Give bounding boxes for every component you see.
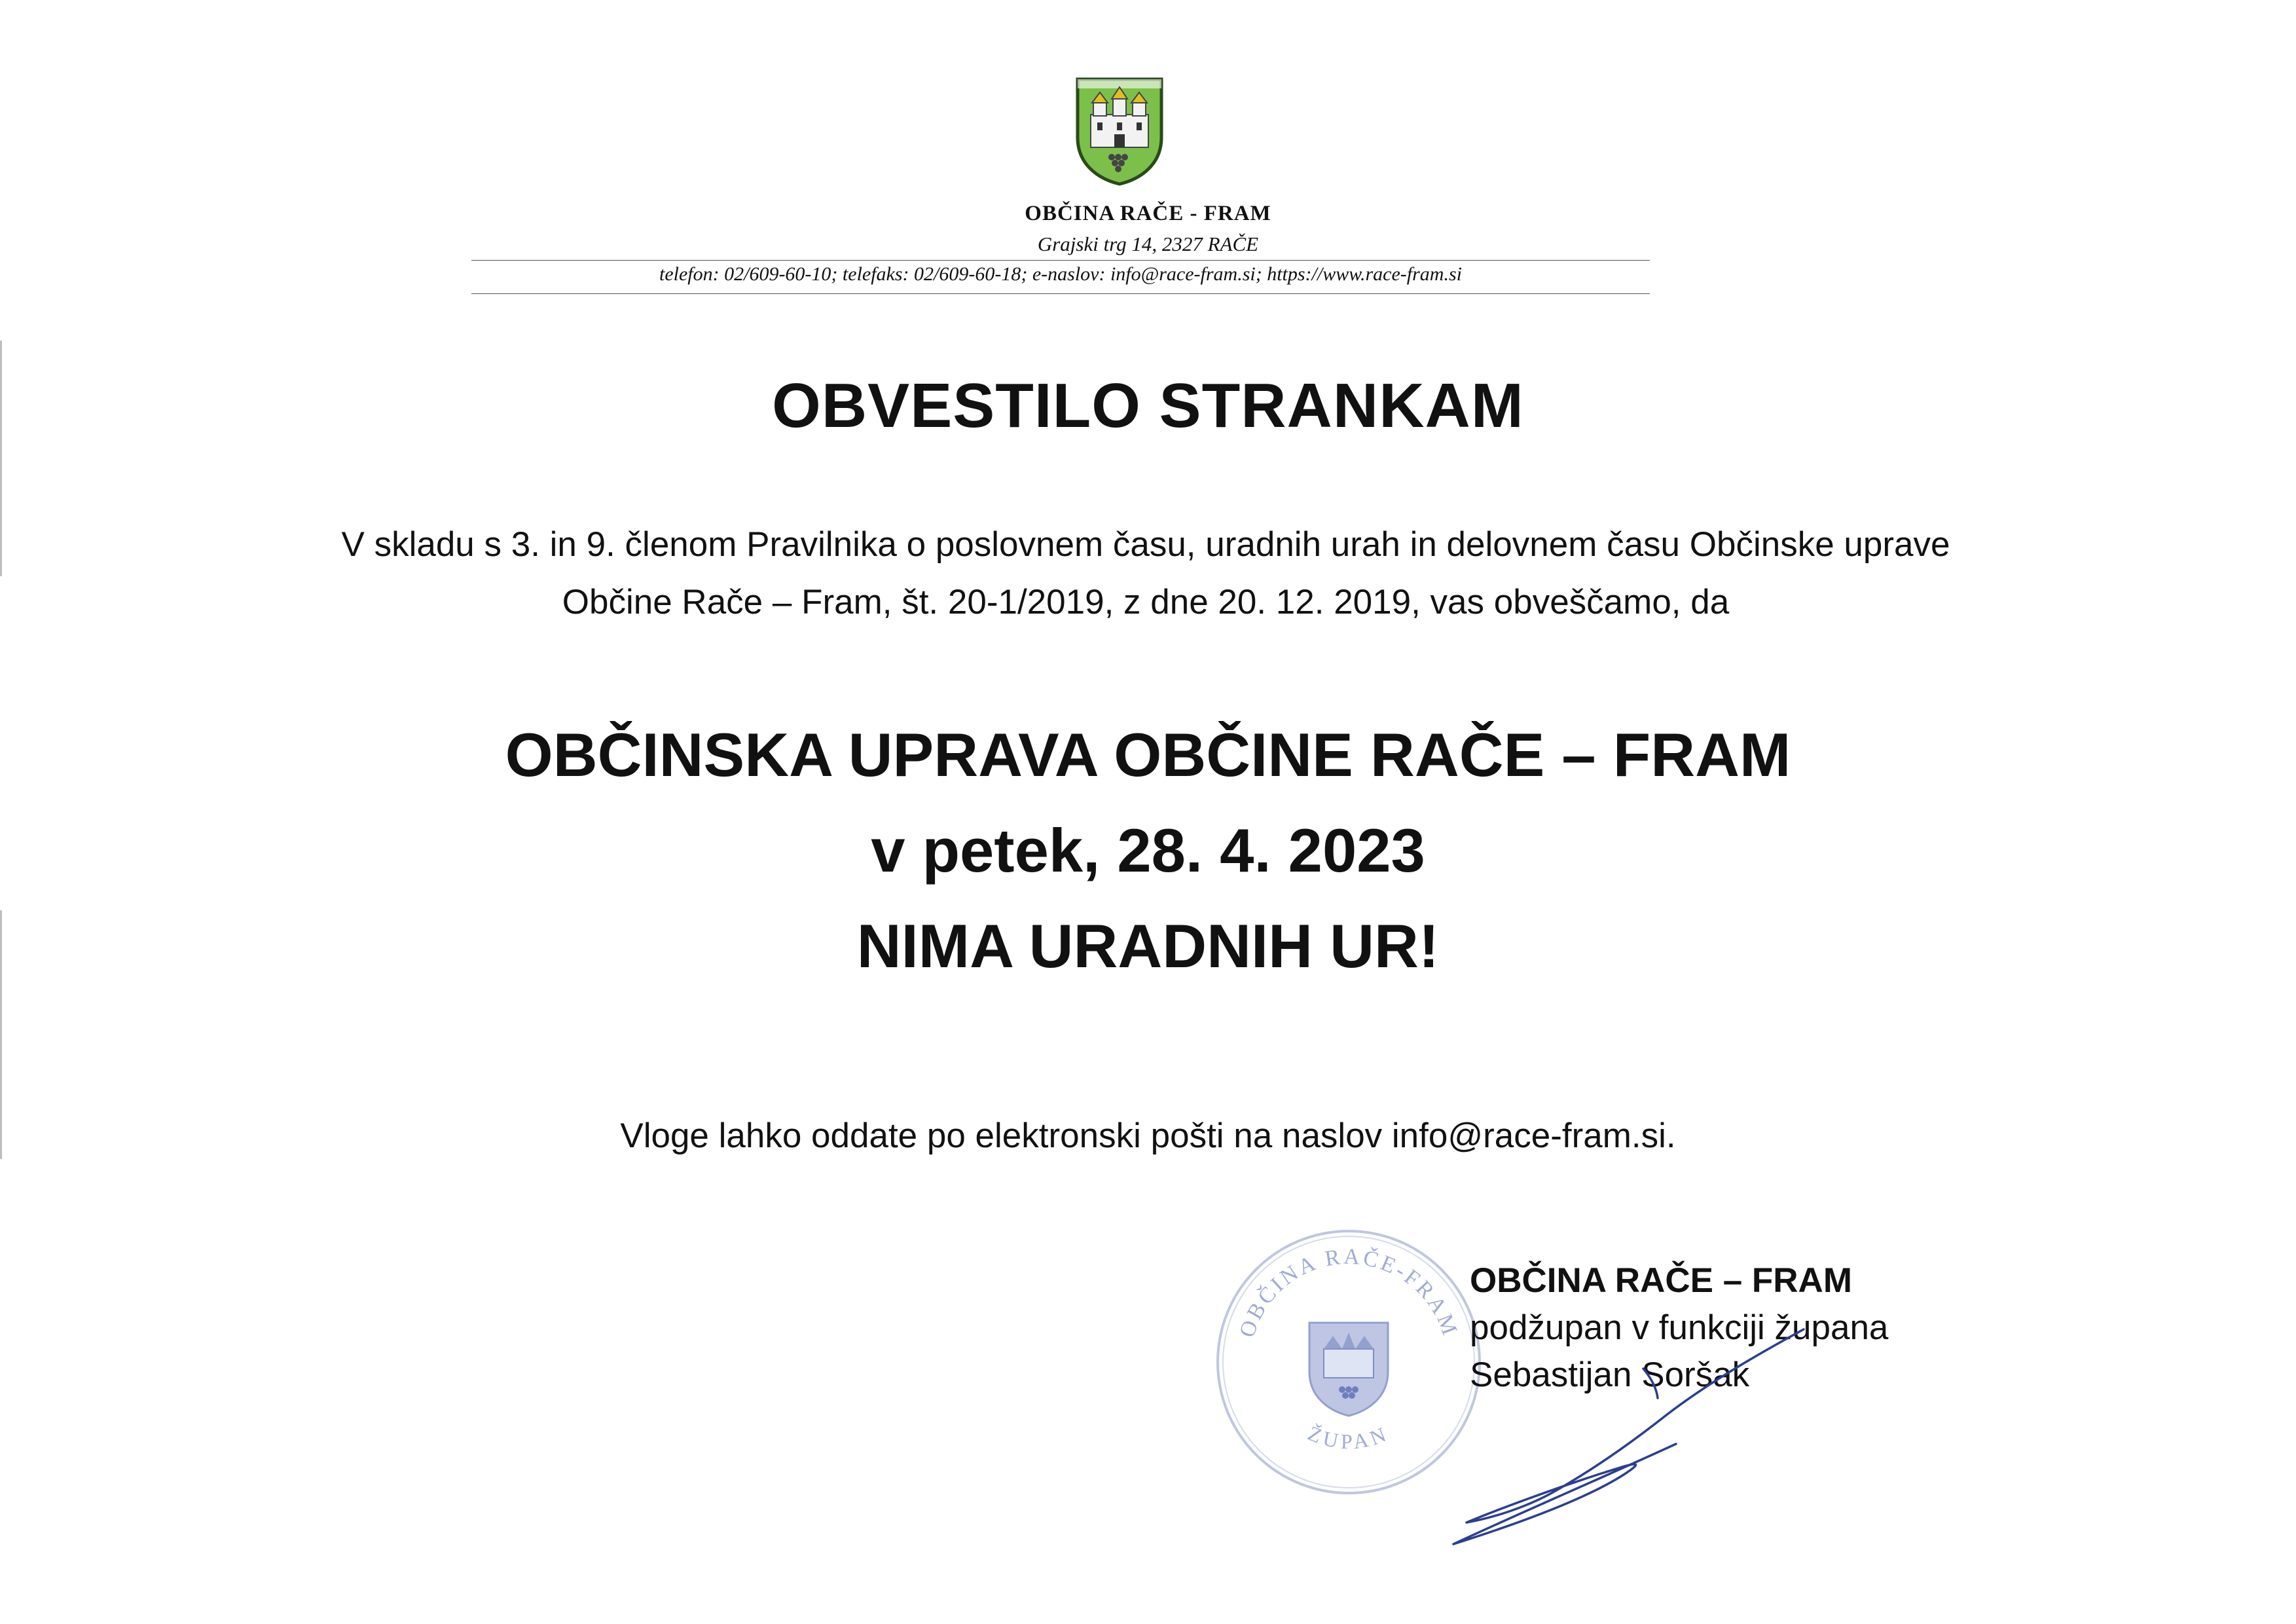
notice-headline: [0, 707, 2296, 994]
notice-heading: OBVESTILO STRANKAM: [772, 371, 1524, 441]
municipality-crest-icon: [1074, 75, 1165, 187]
svg-text:ŽUPAN: ŽUPAN: [1304, 1421, 1393, 1454]
headline-no-hours: NIMA URADNIH UR!: [856, 912, 1440, 980]
handwritten-signature: [1427, 1303, 1820, 1565]
svg-text:OBČINA RAČE-FRAM: OBČINA RAČE-FRAM: [1235, 1244, 1463, 1341]
letterhead-rule-bottom: [471, 293, 1650, 294]
letterhead-address: Grajski trg 14, 2327 RAČE: [1037, 232, 1259, 255]
headline-office: OBČINSKA UPRAVA OBČINE RAČE – FRAM: [505, 720, 1791, 789]
letterhead-rule-top: [471, 260, 1650, 261]
signature-role: podžupan v funkciji župana: [1470, 1308, 1889, 1347]
letterhead-municipality-name: OBČINA RAČE - FRAM: [1025, 202, 1271, 225]
signature-organization: OBČINA RAČE – FRAM: [1470, 1261, 1852, 1300]
headline-date: v petek, 28. 4. 2023: [871, 816, 1425, 885]
notice-intro-line: Občine Rače – Fram, št. 20-1/2019, z dne 20. 12. 2019, vas obveščamo, da: [562, 583, 1730, 621]
signature-name: Sebastijan Soršak: [1470, 1356, 1750, 1394]
letterhead-contact-line: telefon: 02/609-60-10; telefaks: 02/609-60-18; e-naslov: info@race-fram.si; https://www.race-fram.si: [659, 263, 1462, 285]
notice-email-note: Vloge lahko oddate po elektronski pošti na naslov info@race-fram.si.: [620, 1116, 1676, 1155]
notice-intro: [131, 516, 2160, 631]
notice-intro-line: V skladu s 3. in 9. členom Pravilnika o poslovnem času, uradnih urah in delovnem času Občinske uprave: [341, 525, 1950, 564]
